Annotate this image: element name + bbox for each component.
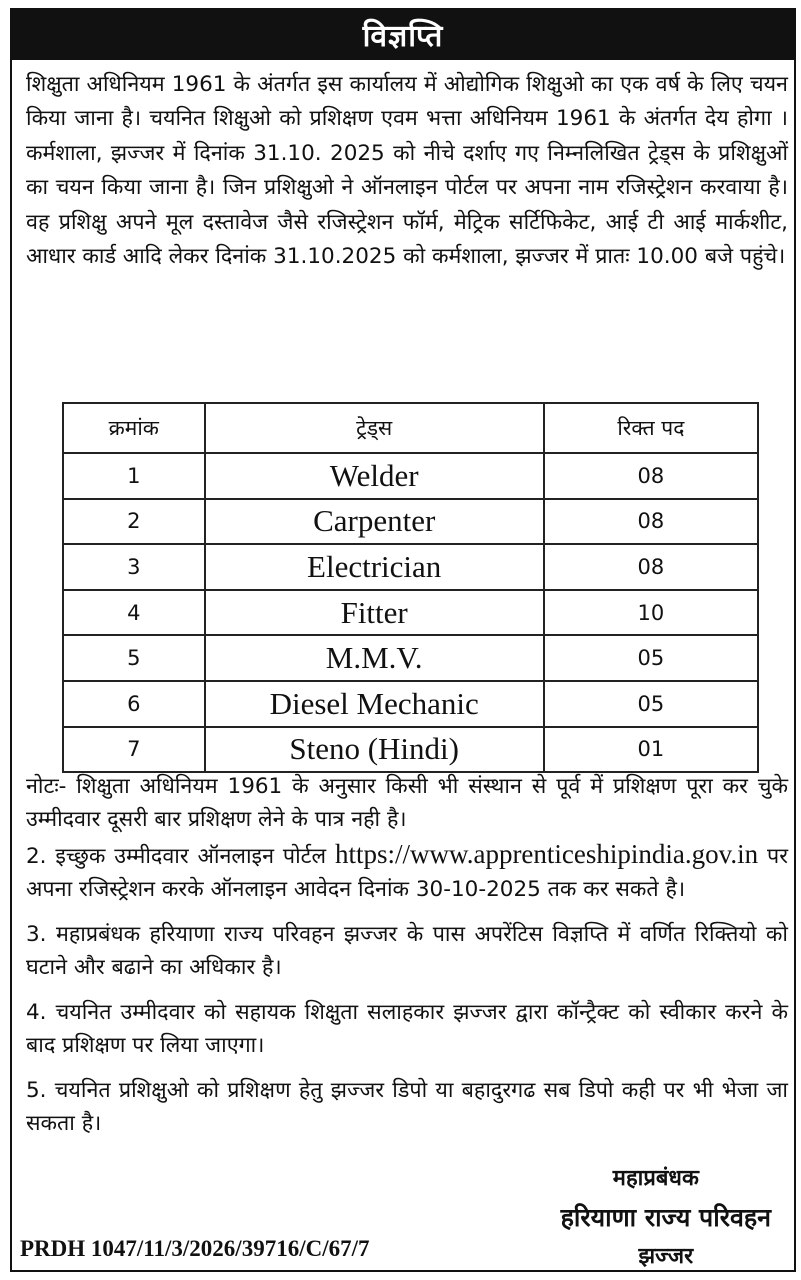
cell-trade: M.M.V. <box>205 635 544 681</box>
note-2-suffix: पर अपना रजिस्ट्रेशन करके ऑनलाइन आवेदन दिनांक 30-10-2025 तक कर सकते है। <box>26 844 789 902</box>
cell-sno: 4 <box>63 590 205 636</box>
cell-sno: 2 <box>63 499 205 545</box>
table-row <box>63 727 758 773</box>
table-row <box>63 590 758 636</box>
note-2 <box>26 838 788 906</box>
signature-block <box>561 1162 771 1270</box>
table-row <box>63 635 758 681</box>
cell-sno: 7 <box>63 727 205 773</box>
cell-trade: Diesel Mechanic <box>205 681 544 727</box>
note-1: नोटः- शिक्षुता अधिनियम 1961 के अनुसार किसी भी संस्थान से पूर्व में प्रशिक्षण पूरा कर चुके उम्मीदवार दूसरी बार प्रशिक्षण लेने के पात्र नही है। <box>26 774 788 832</box>
cell-sno: 1 <box>63 453 205 499</box>
cell-posts: 10 <box>544 590 758 636</box>
table-header-row <box>63 403 758 453</box>
note-3: 3. महाप्रबंधक हरियाणा राज्य परिवहन झज्जर के पास अपरेंटिस विज्ञप्ति में वर्णित रिक्तियो को घटाने और बढाने का अधिकार है। <box>26 922 788 980</box>
table-row <box>63 681 758 727</box>
cell-sno: 3 <box>63 544 205 590</box>
signatory-place: झज्जर <box>638 1244 694 1269</box>
signatory-designation: महाप्रबंधक <box>612 1166 699 1191</box>
note-2-prefix: 2. इच्छुक उम्मीदवार ऑनलाइन पोर्टल <box>26 844 327 869</box>
cell-trade: Carpenter <box>205 499 544 545</box>
cell-sno: 6 <box>63 681 205 727</box>
cell-sno: 5 <box>63 635 205 681</box>
cell-posts: 08 <box>544 544 758 590</box>
notice-body: शिक्षुता अधिनियम 1961 के अंतर्गत इस कार्यालय में ओद्योगिक शिक्षुओ का एक वर्ष के लिए चयन किया जाना है। चयनित शिक्षुओ को प्रशिक्षण एवम भत्ता अधिनियम 1961 के अंतर्गत देय होगा । कर्मशाला, झज्जर में दिनांक 31.10. 2025 को नीचे दर्शाए गए निम्नलिखित ट्रेड्स के प्रशिक्षुओं का चयन किया जाना है। जिन प्रशिक्षुओ ने ऑनलाइन पोर्टल पर अपना नाम रजिस्ट्रेशन करवाया है। वह प्रशिक्षु अपने मूल दस्तावेज जैसे रजिस्ट्रेशन फॉर्म, मेट्रिक सर्टिफिकेट, आई टी आई मार्कशीट, आधार कार्ड आदि लेकर दिनांक 31.10.2025 को कर्मशाला, झज्जर में प्रातः 10.00 बजे पहुंचे। <box>26 72 788 270</box>
notice-title: विज्ञप्ति <box>10 8 796 60</box>
table-row <box>63 499 758 545</box>
header-sno: क्रमांक <box>63 403 205 453</box>
table-row <box>63 453 758 499</box>
cell-trade: Welder <box>205 453 544 499</box>
note-4: 4. चयनित उम्मीदवार को सहायक शिक्षुता सलाहकार झज्जर द्वारा कॉन्ट्रैक्ट को स्वीकार करने के बाद प्रशिक्षण पर लिया जाएगा। <box>26 1000 788 1058</box>
cell-posts: 08 <box>544 453 758 499</box>
cell-posts: 05 <box>544 681 758 727</box>
cell-posts: 08 <box>544 499 758 545</box>
cell-posts: 05 <box>544 635 758 681</box>
reference-number: PRDH 1047/11/3/2026/39716/C/67/7 <box>20 1236 370 1261</box>
notes-section <box>26 770 788 1140</box>
cell-trade: Electrician <box>205 544 544 590</box>
cell-posts: 01 <box>544 727 758 773</box>
note-5: 5. चयनित प्रशिक्षुओ को प्रशिक्षण हेतु झज्जर डिपो या बहादुरगढ सब डिपो कही पर भी भेजा जा सकता है। <box>26 1078 788 1136</box>
header-posts: रिक्त पद <box>544 403 758 453</box>
portal-link[interactable]: https://www.apprenticeshipindia.gov.in <box>334 839 759 869</box>
table-row <box>63 544 758 590</box>
cell-trade: Fitter <box>205 590 544 636</box>
cell-trade: Steno (Hindi) <box>205 727 544 773</box>
signatory-org: हरियाणा राज्य परिवहन <box>560 1203 771 1232</box>
vacancy-table <box>62 402 759 773</box>
header-trade: ट्रेड्स <box>205 403 544 453</box>
